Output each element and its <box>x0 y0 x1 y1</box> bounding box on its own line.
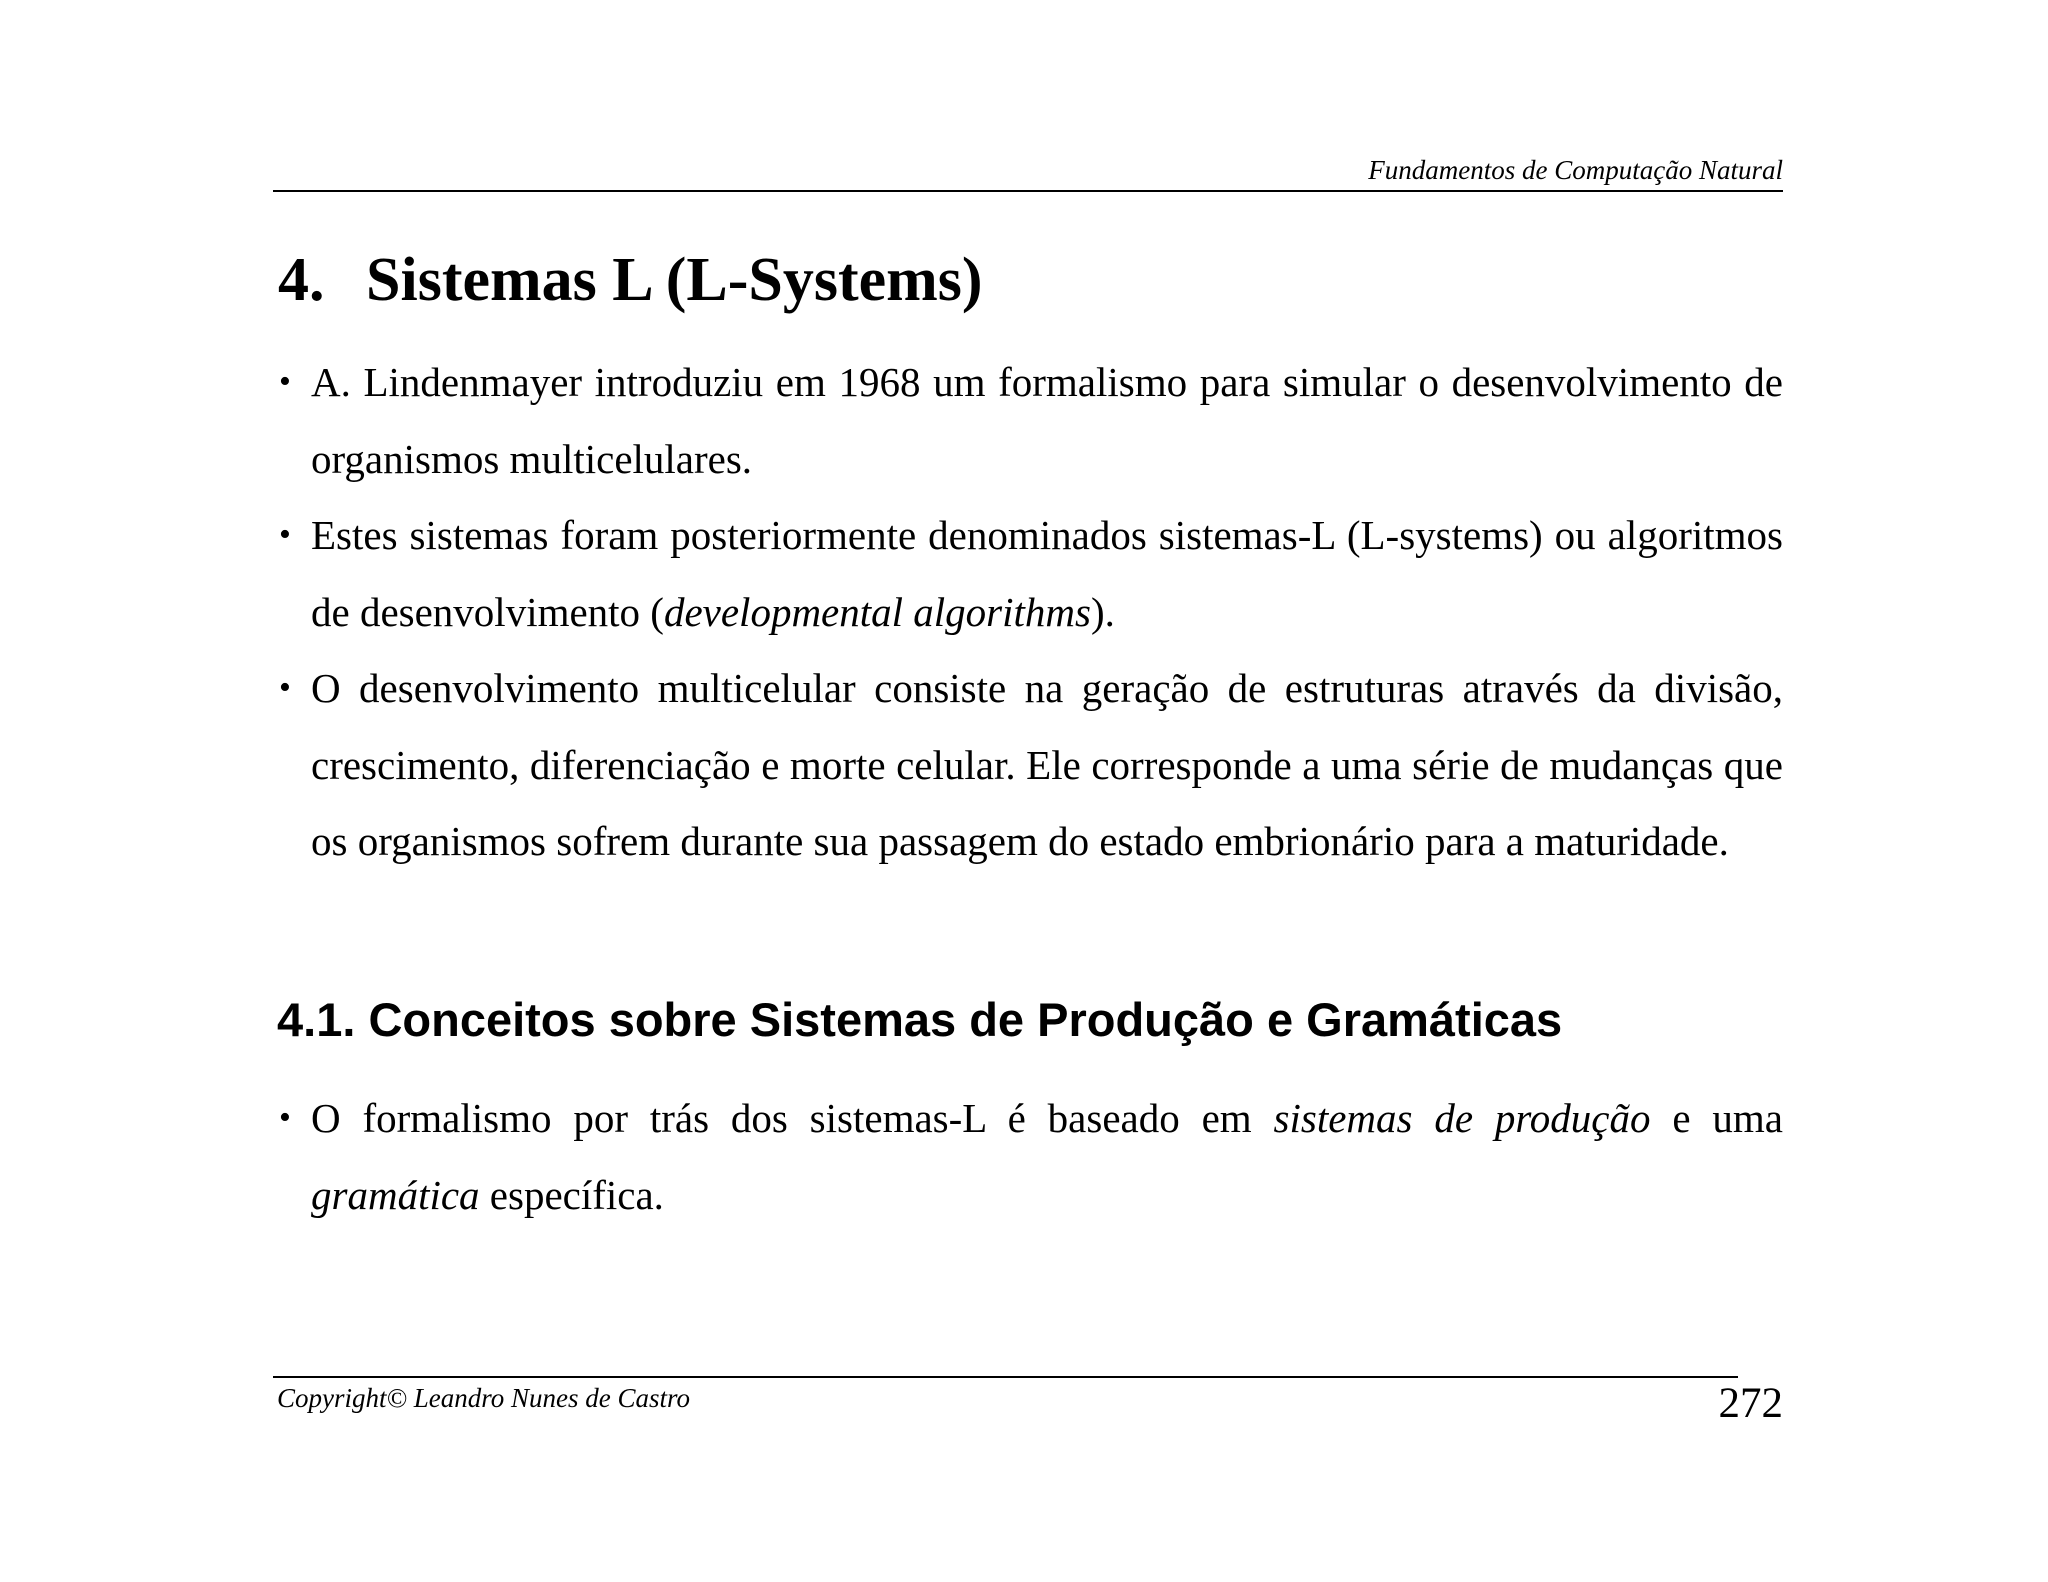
footer-divider <box>273 1376 1738 1378</box>
bullet-text-start: Estes sistemas foram posteriormente denominados sistemas-L (L-systems) ou algoritmos de desenvolvimento ( <box>311 512 1783 635</box>
bullet-list-section <box>275 1080 1783 1233</box>
running-header: Fundamentos de Computação Natural <box>1368 155 1783 185</box>
section-heading: 4.1. Conceitos sobre Sistemas de Produção e Gramáticas <box>277 993 1563 1046</box>
bullet-text-middle: e uma <box>1650 1095 1783 1141</box>
bullet-dot-icon: • <box>279 669 291 706</box>
bullet-text-end: ). <box>1091 588 1115 635</box>
bullet-dot-icon: • <box>279 363 291 400</box>
list-item <box>275 497 1783 650</box>
bullet-text-end: específica. <box>479 1171 664 1218</box>
page-number: 272 <box>1718 1380 1783 1427</box>
bullet-dot-icon: • <box>279 1099 291 1136</box>
copyright-notice: Copyright© Leandro Nunes de Castro <box>277 1383 691 1413</box>
bullet-text-italic: sistemas de produção <box>1273 1095 1651 1141</box>
bullet-text-italic: gramática <box>311 1171 480 1218</box>
bullet-text-start: O formalismo por trás dos sistemas-L é baseado em <box>311 1095 1274 1141</box>
list-item <box>275 650 1783 880</box>
header-divider <box>273 190 1783 192</box>
chapter-title: Sistemas L (L-Systems) <box>366 246 983 314</box>
chapter-number: 4. <box>278 246 325 314</box>
bullet-text: O desenvolvimento multicelular consiste na geração de estruturas através da divisão, crescimento, diferenciação e morte celular. Ele corresponde a uma série de mudanças que os organismos sofrem durante sua passagem do estado embrionário para a maturidade. <box>311 665 1783 864</box>
bullet-list-main <box>275 344 1783 880</box>
bullet-text-italic: developmental algorithms <box>663 588 1091 635</box>
chapter-heading <box>278 240 983 320</box>
list-item <box>275 1080 1783 1233</box>
bullet-dot-icon: • <box>279 516 291 553</box>
bullet-text: A. Lindenmayer introduziu em 1968 um formalismo para simular o desenvolvimento de organismos multicelulares. <box>311 359 1783 482</box>
list-item <box>275 344 1783 497</box>
